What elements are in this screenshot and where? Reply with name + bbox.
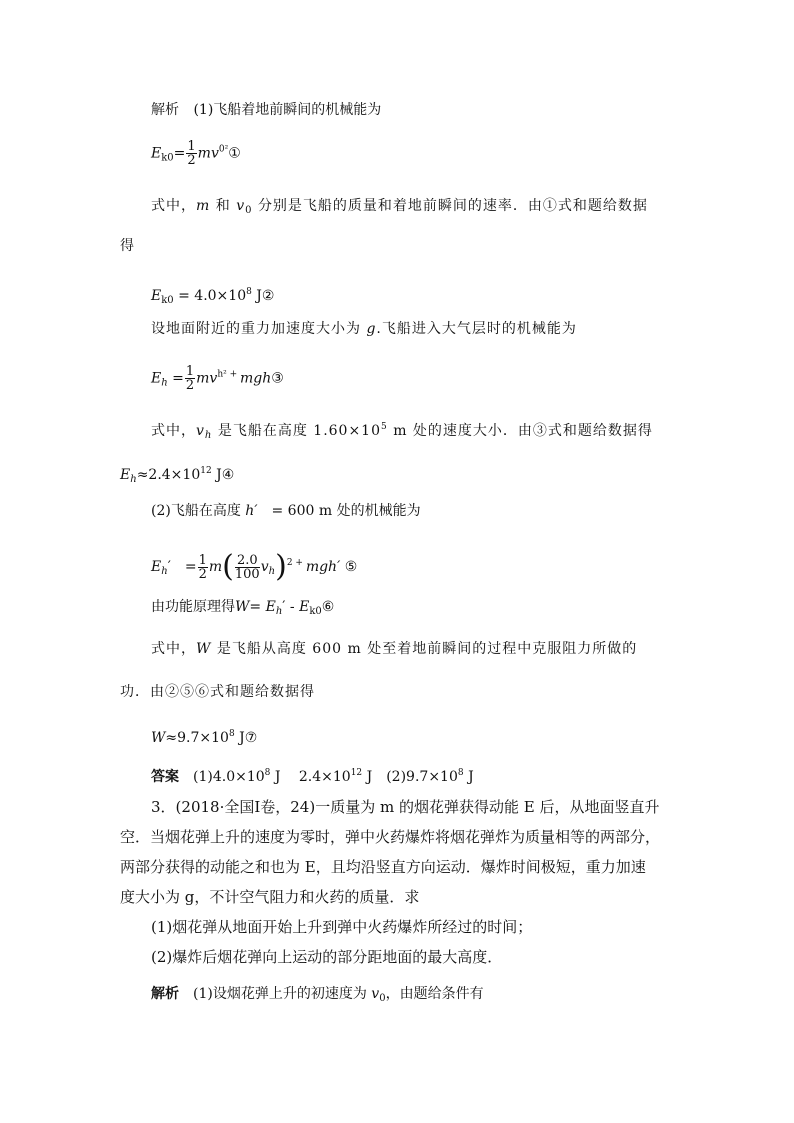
equation-5 bbox=[151, 543, 357, 592]
velocity-symbol: v bbox=[260, 559, 269, 575]
problem-text: 两部分获得的动能之和也为 E，且均沿竖直方向运动．爆炸时间极短，重力加速 bbox=[120, 858, 646, 876]
fraction bbox=[186, 140, 196, 167]
answer-label: 答案 bbox=[151, 769, 179, 785]
equation-number: ⑤ bbox=[344, 559, 358, 575]
fraction bbox=[198, 554, 208, 581]
equation-7 bbox=[151, 725, 257, 747]
problem-3-line-2 bbox=[120, 826, 660, 848]
answer-2: J 2.4×10 bbox=[274, 769, 351, 785]
unit: m bbox=[393, 423, 408, 439]
subscript: h bbox=[268, 566, 276, 577]
unit: J bbox=[468, 769, 474, 785]
mgh-term: mgh′ bbox=[305, 559, 341, 575]
text-line-8 bbox=[151, 418, 653, 445]
mass-symbol: m bbox=[208, 559, 223, 575]
solution-label: 解析 bbox=[151, 102, 179, 118]
subscript: h bbox=[161, 566, 168, 577]
text: 式中， bbox=[151, 641, 196, 657]
fraction bbox=[185, 365, 195, 392]
numerator: 1 bbox=[185, 364, 195, 379]
energy-symbol: E bbox=[151, 559, 162, 575]
value: = 4.0×10 bbox=[178, 288, 247, 304]
denominator: 2 bbox=[198, 566, 207, 582]
value: ≈9.7×10 bbox=[165, 730, 229, 746]
problem-3-line-1 bbox=[151, 796, 659, 818]
exponent: 8 bbox=[228, 729, 235, 739]
equation-2 bbox=[151, 283, 274, 310]
problem-3-line-3 bbox=[120, 856, 646, 878]
denominator: 100 bbox=[234, 566, 260, 582]
numerator: 1 bbox=[198, 552, 207, 568]
text-line-4 bbox=[120, 237, 134, 255]
work-symbol: W bbox=[196, 641, 212, 657]
text: 功．由②⑤⑥式和题给数据得 bbox=[120, 684, 315, 700]
problem-3-question-2 bbox=[151, 946, 502, 968]
exponent: 2 + bbox=[286, 558, 306, 568]
prime: ′ bbox=[167, 559, 171, 575]
height-symbol: h′ bbox=[245, 503, 258, 519]
text: = 600 m 处的机械能为 bbox=[271, 503, 421, 519]
energy-symbol: E bbox=[151, 145, 162, 162]
text: 和 bbox=[215, 198, 231, 214]
equation-number: ③ bbox=[271, 370, 284, 387]
exponent: 8 bbox=[264, 768, 271, 778]
unit: J⑦ bbox=[239, 730, 258, 746]
problem-3-line-4 bbox=[120, 886, 419, 908]
left-paren: ( bbox=[222, 549, 234, 584]
text-line-3 bbox=[151, 197, 648, 220]
energy-symbol: E bbox=[151, 370, 162, 387]
text-line-13 bbox=[151, 640, 637, 658]
text-line-14 bbox=[120, 683, 315, 701]
text: 式中， bbox=[151, 423, 196, 439]
answer-3: J (2)9.7×10 bbox=[366, 769, 458, 785]
text: (1)设烟花弹上升的初速度为 bbox=[193, 986, 367, 1002]
equals-sign: = bbox=[184, 559, 197, 575]
text: 处的速度大小．由③式和题给数据得 bbox=[412, 423, 653, 439]
text: 是飞船从高度 600 m 处至着地前瞬间的过程中克服阻力所做的 bbox=[216, 641, 638, 657]
solution-label: 解析 bbox=[151, 986, 179, 1002]
solution-line-17 bbox=[151, 985, 484, 1008]
text: 分别是飞船的质量和着地前瞬间的速率．由①式和题给数据 bbox=[257, 198, 648, 214]
mv-term: mv bbox=[197, 145, 219, 162]
velocity-symbol: v bbox=[196, 423, 205, 439]
subscript: h bbox=[161, 377, 168, 389]
text: 是飞船在高度 bbox=[217, 423, 308, 439]
work-symbol: W bbox=[235, 599, 250, 615]
subscript: k0 bbox=[309, 606, 322, 617]
exponent: 5 bbox=[381, 422, 388, 432]
g-symbol: g bbox=[366, 321, 377, 337]
text: 得 bbox=[120, 238, 134, 254]
velocity-symbol: v bbox=[236, 198, 246, 214]
equation-number: ⑥ bbox=[321, 599, 335, 615]
mass-symbol: m bbox=[196, 198, 211, 214]
equation-1 bbox=[151, 140, 241, 168]
equals-sign: = bbox=[173, 145, 186, 162]
equation-4 bbox=[120, 462, 234, 489]
denominator: 2 bbox=[185, 378, 195, 393]
value: 1.60×10 bbox=[313, 423, 381, 439]
exponent: 0² bbox=[218, 144, 229, 155]
subscript: k0 bbox=[161, 295, 174, 306]
subscript: h bbox=[204, 430, 213, 441]
answer-line bbox=[151, 764, 474, 786]
subscript: k0 bbox=[161, 152, 174, 164]
answer-1: (1)4.0×10 bbox=[193, 769, 265, 785]
solution-text: (1)飞船着地前瞬间的机械能为 bbox=[193, 102, 382, 118]
text: 由功能原理得 bbox=[151, 599, 235, 615]
denominator: 2 bbox=[187, 153, 196, 168]
problem-text: 3．(2018·全国Ⅰ卷，24)一质量为 m 的烟花弹获得动能 E 后，从地面竖直升 bbox=[151, 798, 660, 816]
numerator: 2.0 bbox=[235, 554, 260, 568]
energy-symbol: E bbox=[120, 467, 131, 483]
solution-line-1 bbox=[151, 101, 381, 119]
exponent: 12 bbox=[350, 768, 363, 778]
unit: J④ bbox=[216, 467, 235, 483]
text-line-12 bbox=[151, 598, 334, 621]
question-text: (2)爆炸后烟花弹向上运动的部分距地面的最大高度． bbox=[151, 948, 503, 966]
mgh-term: mgh bbox=[240, 370, 272, 387]
energy-symbol: E bbox=[151, 288, 162, 304]
subscript: h bbox=[130, 474, 137, 485]
equation-3 bbox=[151, 365, 284, 393]
exponent: 12 bbox=[200, 466, 212, 476]
numerator: 1 bbox=[187, 139, 196, 154]
problem-text: 度大小为 g，不计空气阻力和火药的质量．求 bbox=[120, 888, 420, 906]
subscript: 0 bbox=[245, 205, 253, 216]
equation-number: ① bbox=[228, 145, 241, 162]
text-line-6 bbox=[151, 320, 577, 338]
velocity-symbol: v bbox=[371, 986, 380, 1002]
text: ，由题给条件有 bbox=[385, 986, 484, 1002]
problem-3-question-1 bbox=[151, 916, 532, 938]
exponent: 8 bbox=[246, 287, 252, 297]
text-line-10 bbox=[151, 502, 421, 520]
subscript: h bbox=[275, 606, 283, 617]
question-text: (1)烟花弹从地面开始上升到弹中火药爆炸所经过的时间； bbox=[151, 918, 533, 936]
equals-sign: = bbox=[172, 370, 184, 387]
text: 式中， bbox=[151, 198, 196, 214]
inner-fraction bbox=[235, 554, 260, 581]
text: (2)飞船在高度 bbox=[151, 503, 241, 519]
work-symbol: W bbox=[151, 730, 166, 746]
right-paren: ) bbox=[275, 549, 287, 584]
subscript: 0 bbox=[379, 993, 386, 1004]
exponent: h² + bbox=[217, 369, 241, 380]
energy-symbol: E bbox=[299, 599, 310, 615]
mv-term: mv bbox=[196, 370, 218, 387]
exponent: 8 bbox=[457, 768, 464, 778]
text: 设地面附近的重力加速度大小为 bbox=[151, 321, 361, 337]
text: ′ - bbox=[282, 599, 300, 615]
unit: J② bbox=[256, 288, 275, 304]
energy-symbol: E bbox=[265, 599, 276, 615]
value: ≈2.4×10 bbox=[136, 467, 201, 483]
problem-text: 空．当烟花弹上升的速度为零时，弹中火药爆炸将烟花弹炸为质量相等的两部分， bbox=[120, 828, 661, 846]
equals-sign: = bbox=[249, 599, 266, 615]
text: .飞船进入大气层时的机械能为 bbox=[376, 321, 577, 337]
